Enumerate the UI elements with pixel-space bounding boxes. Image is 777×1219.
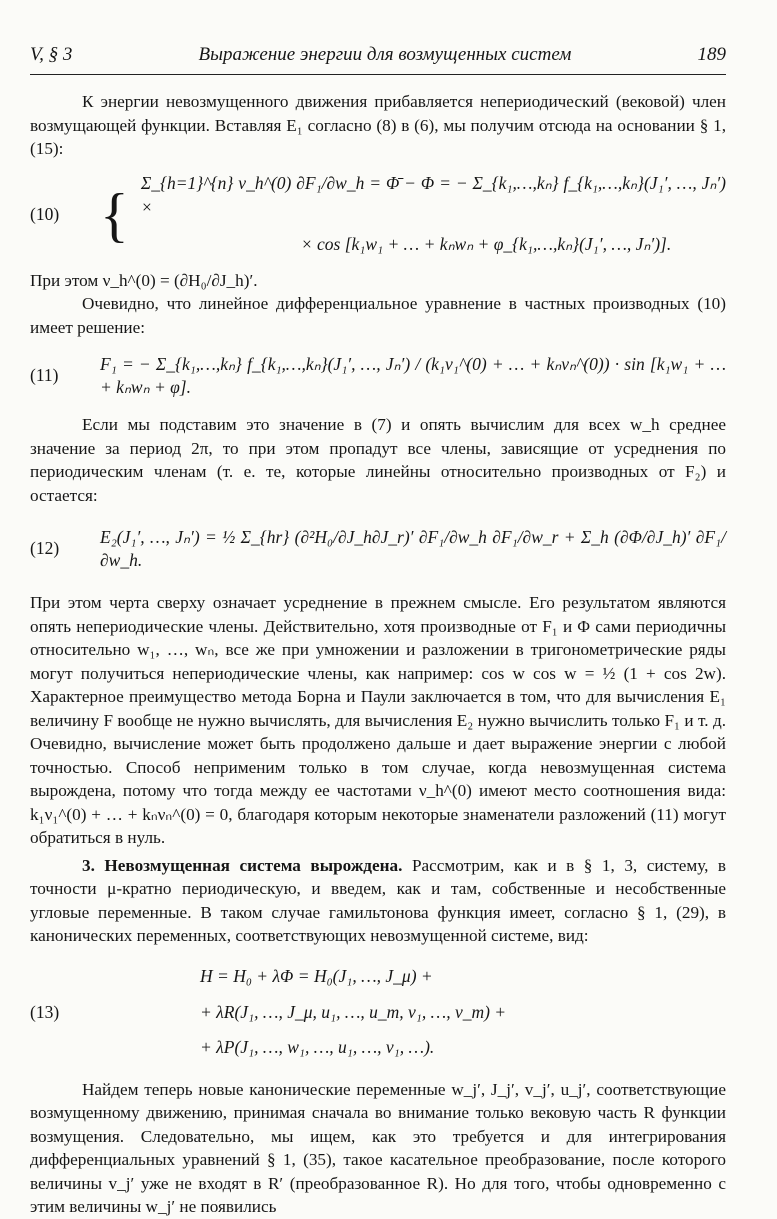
paragraph-2: При этом ν_h^(0) = (∂H₀/∂J_h)′. (30, 270, 258, 290)
equation-number: (13) (30, 1001, 60, 1022)
equation-line: Σ_{h=1}^{n} ν_h^(0) ∂F₁/∂w_h = Φ̄ − Φ = − Σ_{k₁,…,kₙ} f_{k₁,…,kₙ}(J₁′, …, Jₙ′) × (140, 173, 726, 217)
equation-number: (11) (30, 365, 59, 386)
equation-11 (30, 345, 726, 407)
body-text (30, 90, 726, 1219)
paragraph-5: При этом черта сверху означает усреднение в прежнем смысле. Его результатом являются опять непериодические члены. Действительно, хотя производные от F₁ и Φ сами периодичны относительно w₁, …, wₙ, все же при умножении и разложении в тригонометрические ряды могут получиться непериодические члены, как например: cos w cos w = ½ (1 + cos 2w). Характерное преимущество метода Борна и Паули заключается в том, что для вычисления E₁ величину F вообще не нужно вычислять, для вычисления E₂ нужно вычислить только F₁ и т. д. Очевидно, вычисление может быть продолжено дальше и дает выражение энергии с любой точностью. Способ неприменим только в том случае, когда невозмущенная система вырождена, потому что тогда между ее частотами ν_h^(0) имеют место соотношения вида: k₁ν₁^(0) + … + kₙνₙ^(0) = 0, благодаря которым некоторые знаменатели разложений (11) могут обратиться в нуль. (30, 593, 726, 847)
paragraph-1: К энергии невозмущенного движения прибавляется непериодический (вековой) член возмущающей функции. Вставляя E₁ согласно (8) в (6), мы получим отсюда на основании § 1, (15): (30, 92, 726, 158)
equation-10 (30, 167, 726, 263)
equation-line: + λP(J₁, …, w₁, …, u₁, …, v₁, …). (200, 1037, 435, 1058)
equation-line: E₂(J₁′, …, Jₙ′) = ½ Σ_{hr} (∂²H₀/∂J_h∂J_r)′ ∂F₁/∂w_h ∂F₁/∂w_r + Σ_h (∂Φ/∂J_h)′ ∂F₁/∂w_h. (100, 526, 726, 570)
header-rule (30, 74, 726, 75)
equation-brace: { (100, 181, 129, 248)
paragraph-6-text: Рассмотрим, как и в § 1, 3, систему, в точности μ-кратно периодическую, и введем, как и там, собственные и несобственные угловые переменные. В таком случае гамильтонова функция имеет, согласно § 1, (29), в канонических переменных, соответствующих невозмущенной системе, вид: (30, 855, 727, 945)
paragraph-4: Если мы подставим это значение в (7) и опять вычислим для всех w_h среднее значение за период 2π, то при этом пропадут все члены, зависящие от усреднения по периодическим членам (т. е. те, которые линейны относительно производных от F₂) и остается: (30, 415, 726, 505)
equation-line: H = H₀ + λΦ = H₀(J₁, …, J_μ) + (200, 966, 433, 987)
paragraph-7: Найдем теперь новые канонические переменные w_j′, J_j′, v_j′, u_j′, соответствующие возмущенному движению, принимая сначала во внимание только вековую часть R функции возмущения. Следовательно, мы ищем, как это требуется и для интегрирования дифференциальных уравнений § 1, (35), такое касательное преобразование, после которого величины v_j′ уже не входят в R′ (преобразованное R). Но для того, чтобы одновременно с этим величины w_j′ не появились (30, 1079, 726, 1216)
equation-13 (30, 954, 726, 1072)
page-number: 189 (697, 44, 726, 65)
equation-number: (12) (30, 538, 60, 559)
equation-line: × cos [k₁w₁ + … + kₙwₙ + φ_{k₁,…,kₙ}(J₁′, …, Jₙ′)]. (300, 234, 672, 255)
equation-line: F₁ = − Σ_{k₁,…,kₙ} f_{k₁,…,kₙ}(J₁′, …, Jₙ′) / (k₁ν₁^(0) + … + kₙνₙ^(0)) · sin [k₁w₁ + … + kₙwₙ + φ]. (100, 353, 726, 397)
paragraph-6 (30, 854, 726, 948)
running-title: Выражение энергии для возмущенных систем (198, 44, 572, 65)
paragraph-3: Очевидно, что линейное дифференциальное уравнение в частных производных (10) имеет решение: (30, 294, 726, 337)
section-heading: 3. Невозмущенная система вырождена. (82, 855, 403, 875)
equation-number: (10) (30, 203, 60, 224)
equation-12 (30, 513, 726, 585)
section-ref: V, § 3 (30, 44, 73, 65)
running-header (30, 44, 726, 72)
equation-line: + λR(J₁, …, J_μ, u₁, …, u_m, v₁, …, v_m) + (200, 1001, 507, 1022)
